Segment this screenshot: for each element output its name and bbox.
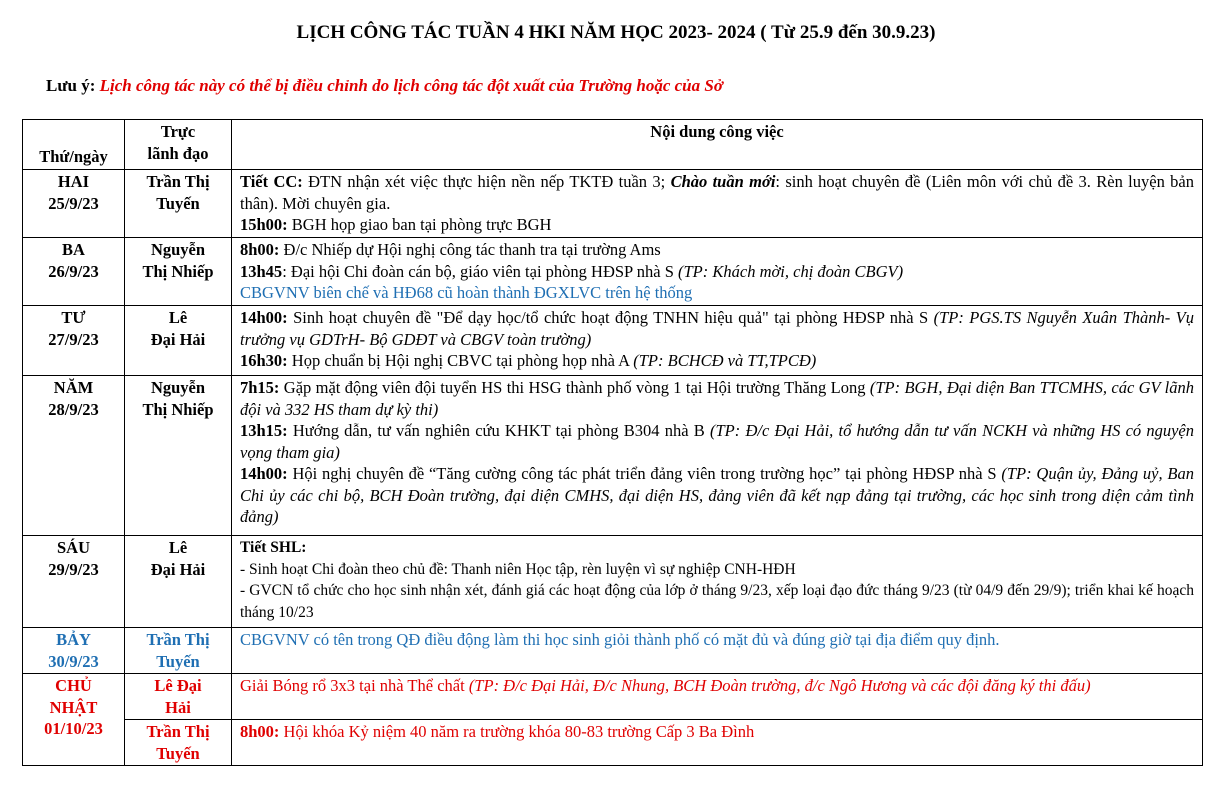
table-row — [23, 628, 1203, 674]
day-cell: SÁU 29/9/23 — [23, 536, 125, 628]
note — [46, 76, 723, 96]
content-cell: 8h00: Đ/c Nhiếp dự Hội nghị công tác thanh tra tại trường Ams 13h45: Đại hội Chi đoàn cán bộ, giáo viên tại phòng HĐSP nhà S (TP: Khách mời, chị đoàn CBGV) CBGVNV biên chế và HĐ68 cũ hoàn thành ĐGXLVC trên hệ thống — [232, 238, 1203, 306]
content-cell: 8h00: Hội khóa Kỷ niệm 40 năm ra trường khóa 80-83 trường Cấp 3 Ba Đình — [232, 720, 1203, 766]
content-cell: Tiết CC: ĐTN nhận xét việc thực hiện nền nếp TKTĐ tuần 3; Chào tuần mới: sinh hoạt chuyên đề (Liên môn với chủ đề 3. Rèn luyện bản thân). Mời chuyên gia. 15h00: BGH họp giao ban tại phòng trực BGH — [232, 170, 1203, 238]
table-row — [23, 720, 1203, 766]
note-text: Lịch công tác này có thể bị điều chỉnh do lịch công tác đột xuất của Trường hoặc của Sở — [99, 76, 723, 95]
table-row — [23, 306, 1203, 376]
duty-cell: Trần Thị Tuyến — [125, 720, 232, 766]
duty-cell: Lê Đại Hải — [125, 674, 232, 720]
day-cell: CHỦ NHẬT 01/10/23 — [23, 674, 125, 766]
day-cell: HAI 25/9/23 — [23, 170, 125, 238]
table-row — [23, 170, 1203, 238]
header-day: Thứ/ngày — [23, 120, 125, 170]
duty-cell: Lê Đại Hải — [125, 306, 232, 376]
content-cell: CBGVNV có tên trong QĐ điều động làm thi học sinh giỏi thành phố có mặt đủ và đúng giờ tại địa điểm quy định. — [232, 628, 1203, 674]
duty-cell: Nguyễn Thị Nhiếp — [125, 376, 232, 536]
duty-cell: Lê Đại Hải — [125, 536, 232, 628]
page-title: LỊCH CÔNG TÁC TUẦN 4 HKI NĂM HỌC 2023- 2024 ( Từ 25.9 đến 30.9.23) — [296, 22, 936, 43]
day-cell: NĂM 28/9/23 — [23, 376, 125, 536]
content-cell: 7h15: Gặp mặt động viên đội tuyển HS thi HSG thành phố vòng 1 tại Hội trường Thăng Long (TP: BGH, Đại diện Ban TTCMHS, các GV lãnh đội và 332 HS tham dự kỳ thi) 13h15: Hướng dẫn, tư vấn nghiên cứu KHKT tại phòng B304 nhà B (TP: Đ/c Đại Hải, tổ hướng dẫn tư vấn NCKH và những HS có nguyện vọng tham gia) 14h00: Hội nghị chuyên đề “Tăng cường công tác phát triển đảng viên trong trường học” tại phòng HĐSP nhà S (TP: Quận ủy, Đảng uỷ, Ban Chi ủy các chi bộ, BCH Đoàn trường, đại diện CMHS, đại diện HS, đảng viên đã kết nạp đảng tại trường, các học sinh trong diện cảm tình đảng) — [232, 376, 1203, 536]
schedule-table — [22, 119, 1203, 766]
header-content: Nội dung công việc — [232, 120, 1203, 170]
duty-cell: Trần Thị Tuyến — [125, 170, 232, 238]
day-cell: TƯ 27/9/23 — [23, 306, 125, 376]
header-duty: Trực lãnh đạo — [125, 120, 232, 170]
table-row — [23, 238, 1203, 306]
table-row — [23, 376, 1203, 536]
table-row — [23, 536, 1203, 628]
content-cell: 14h00: Sinh hoạt chuyên đề "Để dạy học/tổ chức hoạt động TNHN hiệu quả" tại phòng HĐSP nhà S (TP: PGS.TS Nguyễn Xuân Thành- Vụ trưởng vụ GDTrH- Bộ GDĐT và CBGV toàn trường) 16h30: Họp chuẩn bị Hội nghị CBVC tại phòng họp nhà A (TP: BCHCĐ và TT,TPCĐ) — [232, 306, 1203, 376]
content-cell: Tiết SHL: - Sinh hoạt Chi đoàn theo chủ đề: Thanh niên Học tập, rèn luyện vì sự nghiệp CNH-HĐH - GVCN tổ chức cho học sinh nhận xét, đánh giá các hoạt động của lớp ở tháng 9/23, xếp loại đạo đức tháng 9/23 (từ 04/9 đến 29/9); triển khai kế hoạch tháng 10/23 — [232, 536, 1203, 628]
duty-cell: Nguyễn Thị Nhiếp — [125, 238, 232, 306]
day-cell: BẢY 30/9/23 — [23, 628, 125, 674]
duty-cell: Trần Thị Tuyến — [125, 628, 232, 674]
table-row — [23, 674, 1203, 720]
header-row — [23, 120, 1203, 170]
note-label: Lưu ý: — [46, 76, 96, 95]
content-cell: Giải Bóng rổ 3x3 tại nhà Thể chất (TP: Đ/c Đại Hải, Đ/c Nhung, BCH Đoàn trường, đ/c Ngô Hương và các đội đăng ký thi đấu) — [232, 674, 1203, 720]
day-cell: BA 26/9/23 — [23, 238, 125, 306]
